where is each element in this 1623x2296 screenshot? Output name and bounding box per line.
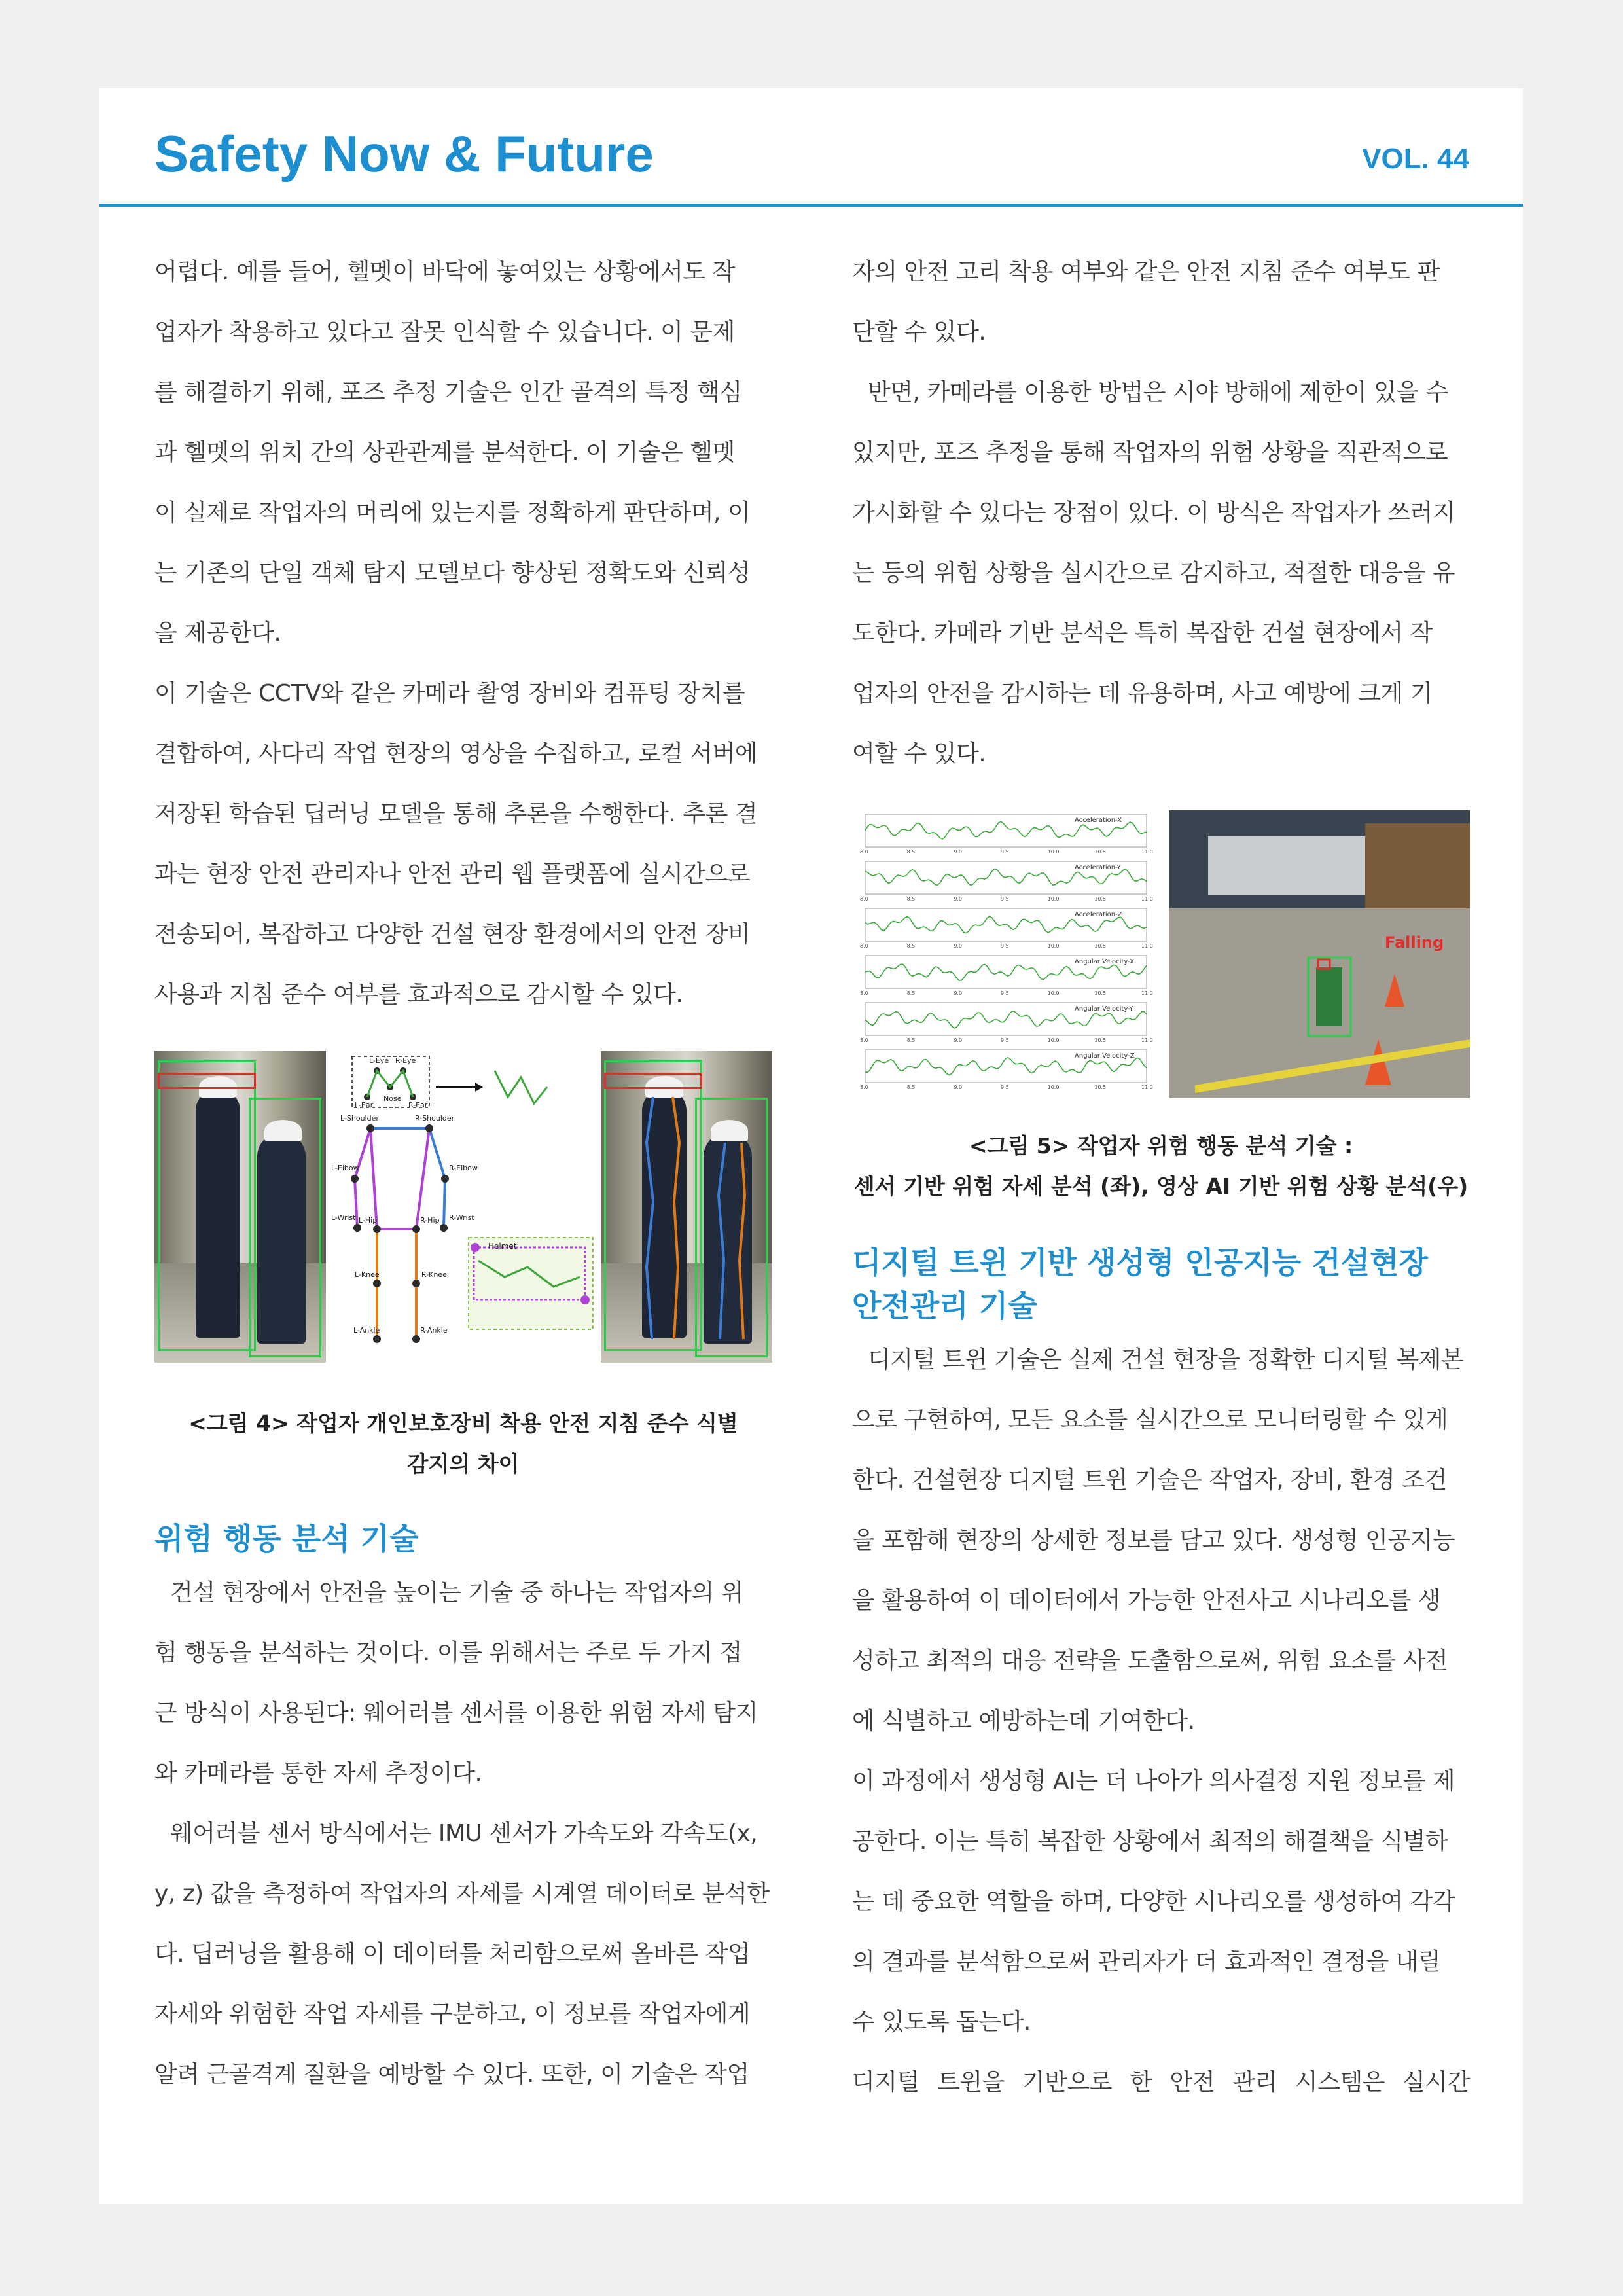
- text-line: 업자의 안전을 감시하는 데 유용하며, 사고 예방에 크게 기: [852, 680, 1433, 707]
- imu-x-tick: 8.5: [906, 849, 916, 855]
- text-line: 결합하여, 사다리 작업 현장의 영상을 수집하고, 로컬 서버에: [154, 740, 758, 767]
- imu-x-tick: 9.0: [954, 943, 963, 949]
- text-line: 을 제공한다.: [154, 620, 281, 647]
- imu-x-tick: 10.5: [1094, 896, 1107, 902]
- imu-x-tick: 8.0: [860, 990, 868, 996]
- text-line: 에 식별하고 예방하는데 기여한다.: [852, 1708, 1195, 1734]
- imu-x-tick: 8.0: [860, 849, 868, 855]
- imu-series-line: [865, 1011, 1147, 1028]
- text-line: 을 활용하여 이 데이터에서 가능한 안전사고 시나리오를 생: [852, 1587, 1441, 1614]
- svg-text:L-Wrist: L-Wrist: [331, 1213, 356, 1222]
- imu-x-tick: 10.5: [1094, 849, 1107, 855]
- figure-4: [154, 1051, 772, 1365]
- magazine-title: Safety Now & Future: [154, 125, 654, 183]
- right-paragraph-2: [852, 363, 1470, 784]
- text-line: 의 결과를 분석함으로써 관리자가 더 효과적인 결정을 내릴: [852, 1948, 1441, 1975]
- imu-x-tick: 9.5: [1001, 1085, 1009, 1090]
- svg-text:L-Elbow: L-Elbow: [331, 1164, 359, 1172]
- imu-x-tick: 9.5: [1001, 943, 1009, 949]
- pose-skeleton-diagram: [331, 1051, 601, 1363]
- text-line: 는 데 중요한 역할을 하며, 다양한 시나리오를 생성하여 각각: [852, 1888, 1455, 1915]
- right-paragraph-3: [852, 1330, 1470, 1751]
- text-line: 자세와 위험한 작업 자세를 구분하고, 이 정보를 작업자에게: [154, 2001, 751, 2028]
- ppe-photo-right: [601, 1051, 772, 1363]
- imu-series-label: Acceleration-Z: [1075, 911, 1122, 918]
- imu-x-tick: 10.0: [1047, 849, 1060, 855]
- left-column: [154, 242, 772, 2105]
- imu-sensor-charts: [852, 810, 1153, 1098]
- imu-x-tick: 8.5: [906, 1085, 916, 1090]
- left-paragraph-4: [154, 1804, 772, 2105]
- right-column: [852, 242, 1470, 2113]
- imu-x-tick: 8.5: [906, 896, 916, 902]
- imu-x-tick: 8.0: [860, 896, 868, 902]
- heading-line: 안전관리 기술: [852, 1288, 1037, 1323]
- text-line: 디지털 트윈 기술은 실제 건설 현장을 정확한 디지털 복제본: [868, 1346, 1464, 1373]
- text-line: 근 방식이 사용된다: 웨어러블 센서를 이용한 위험 자세 탐지: [154, 1700, 758, 1727]
- imu-series-label: Angular Velocity-Y: [1075, 1005, 1133, 1013]
- heading-line: 디지털 트윈 기반 생성형 인공지능 건설현장: [852, 1245, 1428, 1280]
- imu-x-tick: 8.5: [906, 1037, 916, 1043]
- text-line: 으로 구현하여, 모든 요소를 실시간으로 모니터링할 수 있게: [852, 1407, 1448, 1433]
- text-line: 는 등의 위험 상황을 실시간으로 감지하고, 적절한 대응을 유: [852, 560, 1455, 586]
- text-line: 와 카메라를 통한 자세 추정이다.: [154, 1760, 482, 1787]
- text-line: 가시화할 수 있다는 장점이 있다. 이 방식은 작업자가 쓰러지: [852, 499, 1455, 526]
- left-paragraph-3: [154, 1563, 772, 1804]
- imu-series-line: [865, 822, 1147, 839]
- text-line: 수 있도록 돕는다.: [852, 2009, 1031, 2036]
- imu-x-tick: 9.0: [954, 1085, 963, 1090]
- imu-series-line: [865, 964, 1147, 980]
- text-line: 는 기존의 단일 객체 탐지 모델보다 향상된 정확도와 신뢰성: [154, 560, 751, 586]
- text-line: 웨어러블 센서 방식에서는 IMU 센서가 가속도와 각속도(x,: [170, 1820, 758, 1847]
- imu-x-tick: 11.0: [1141, 849, 1153, 855]
- text-line: 디지털 트윈을 기반으로 한 안전 관리 시스템은 실시간: [852, 2069, 1470, 2096]
- left-paragraph-2: [154, 664, 772, 1025]
- text-line: 저장된 학습된 딥러닝 모델을 통해 추론을 수행한다. 추론 결: [154, 800, 758, 827]
- imu-x-tick: 9.5: [1001, 990, 1009, 996]
- imu-x-tick: 11.0: [1141, 896, 1153, 902]
- text-line: 을 포함해 현장의 상세한 정보를 담고 있다. 생성형 인공지능: [852, 1527, 1455, 1554]
- imu-x-tick: 8.5: [906, 990, 916, 996]
- imu-x-tick: 11.0: [1141, 1085, 1153, 1090]
- imu-series-label: Angular Velocity-X: [1075, 958, 1135, 965]
- imu-x-tick: 9.5: [1001, 849, 1009, 855]
- text-line: 도한다. 카메라 기반 분석은 특히 복잡한 건설 현장에서 작: [852, 620, 1433, 647]
- caption-line: <그림 5> 작업자 위험 행동 분석 기술 :: [969, 1133, 1353, 1158]
- text-line: 과 헬멧의 위치 간의 상관관계를 분석한다. 이 기술은 헬멧: [154, 439, 735, 466]
- imu-x-tick: 11.0: [1141, 943, 1153, 949]
- svg-text:L-Ear: L-Ear: [355, 1101, 374, 1109]
- text-line: 과는 현장 안전 관리자나 안전 관리 웹 플랫폼에 실시간으로: [154, 861, 751, 888]
- svg-text:R-Knee: R-Knee: [421, 1270, 447, 1279]
- text-line: 이 기술은 CCTV와 같은 카메라 촬영 장비와 컴퓨팅 장치를: [154, 680, 745, 707]
- imu-x-tick: 10.5: [1094, 1037, 1107, 1043]
- imu-x-tick: 10.5: [1094, 990, 1107, 996]
- imu-x-tick: 8.0: [860, 943, 868, 949]
- imu-x-tick: 11.0: [1141, 1037, 1153, 1043]
- text-line: 어렵다. 예를 들어, 헬멧이 바닥에 놓여있는 상황에서도 작: [154, 259, 735, 285]
- imu-x-tick: 10.0: [1047, 1085, 1060, 1090]
- caption-line: 감지의 차이: [407, 1451, 520, 1477]
- text-line: 여할 수 있다.: [852, 740, 986, 767]
- volume-number: VOL. 44: [1362, 143, 1469, 175]
- caption-line: 센서 기반 위험 자세 분석 (좌), 영상 AI 기반 위험 상황 분석(우): [853, 1174, 1469, 1199]
- imu-x-tick: 11.0: [1141, 990, 1153, 996]
- text-line: 자의 안전 고리 착용 여부와 같은 안전 지침 준수 여부도 판: [852, 259, 1440, 285]
- imu-x-tick: 10.0: [1047, 990, 1060, 996]
- figure-5-caption: [852, 1126, 1470, 1207]
- svg-text:R-Hip: R-Hip: [420, 1216, 440, 1225]
- section-heading-risk-behavior: 위험 행동 분석 기술: [154, 1521, 419, 1556]
- imu-x-tick: 10.5: [1094, 943, 1107, 949]
- imu-series-label: Acceleration-X: [1075, 817, 1122, 824]
- imu-x-tick: 9.0: [954, 896, 963, 902]
- svg-text:R-Elbow: R-Elbow: [449, 1164, 478, 1172]
- imu-series-line: [865, 869, 1147, 885]
- imu-x-tick: 10.0: [1047, 896, 1060, 902]
- svg-text:L-Ankle: L-Ankle: [353, 1326, 380, 1335]
- imu-series-line: [865, 916, 1147, 933]
- svg-text:L-Eye: L-Eye: [369, 1056, 389, 1065]
- svg-text:R-Ear: R-Ear: [408, 1101, 428, 1109]
- text-line: 업자가 착용하고 있다고 잘못 인식할 수 있습니다. 이 문제: [154, 319, 735, 346]
- svg-text:R-Wrist: R-Wrist: [449, 1213, 474, 1222]
- text-line: 반면, 카메라를 이용한 방법은 시야 방해에 제한이 있을 수: [868, 379, 1448, 406]
- svg-text:L-Knee: L-Knee: [355, 1270, 380, 1279]
- text-line: 한다. 건설현장 디지털 트윈 기술은 작업자, 장비, 환경 조건: [852, 1467, 1447, 1494]
- text-line: 를 해결하기 위해, 포즈 추정 기술은 인간 골격의 특정 핵심: [154, 379, 742, 406]
- svg-text:R-Shoulder: R-Shoulder: [415, 1114, 455, 1122]
- header-divider: [99, 204, 1523, 207]
- text-line: y, z) 값을 측정하여 작업자의 자세를 시계열 데이터로 분석한: [154, 1880, 770, 1907]
- imu-x-tick: 10.0: [1047, 943, 1060, 949]
- imu-x-tick: 9.0: [954, 849, 963, 855]
- imu-x-tick: 8.0: [860, 1037, 868, 1043]
- svg-text:L-Hip: L-Hip: [359, 1216, 378, 1225]
- right-paragraph-4: [852, 1751, 1470, 2053]
- svg-text:L-Shoulder: L-Shoulder: [340, 1114, 379, 1122]
- right-paragraph-5: [852, 2053, 1470, 2113]
- left-paragraph-1: [154, 242, 772, 664]
- imu-series-label: Angular Velocity-Z: [1075, 1052, 1135, 1060]
- imu-x-tick: 9.5: [1001, 896, 1009, 902]
- section-heading-digital-twin: [852, 1241, 1470, 1327]
- figure-4-caption: [154, 1403, 772, 1484]
- imu-series-line: [865, 1058, 1147, 1075]
- imu-x-tick: 8.0: [860, 1085, 868, 1090]
- text-line: 사용과 지침 준수 여부를 효과적으로 감시할 수 있다.: [154, 981, 683, 1008]
- text-line: 험 행동을 분석하는 것이다. 이를 위해서는 주로 두 가지 접: [154, 1640, 742, 1666]
- text-line: 전송되어, 복잡하고 다양한 건설 현장 환경에서의 안전 장비: [154, 921, 751, 948]
- text-line: 공한다. 이는 특히 복잡한 상황에서 최적의 해결책을 식별하: [852, 1828, 1448, 1855]
- svg-text:Helmet: Helmet: [488, 1242, 517, 1251]
- imu-series-label: Acceleration-Y: [1075, 864, 1121, 871]
- ppe-photo-left: [154, 1051, 326, 1363]
- imu-x-tick: 9.0: [954, 1037, 963, 1043]
- caption-line: <그림 4> 작업자 개인보호장비 착용 안전 지침 준수 식별: [188, 1410, 738, 1436]
- text-line: 알려 근골격계 질환을 예방할 수 있다. 또한, 이 기술은 작업: [154, 2061, 749, 2088]
- svg-text:Nose: Nose: [383, 1094, 402, 1103]
- construction-site-photo: [1169, 810, 1470, 1098]
- svg-text:R-Ankle: R-Ankle: [420, 1326, 448, 1335]
- text-line: 이 실제로 작업자의 머리에 있는지를 정확하게 판단하며, 이: [154, 499, 751, 526]
- text-line: 이 과정에서 생성형 AI는 더 나아가 의사결정 지원 정보를 제: [852, 1768, 1455, 1795]
- imu-x-tick: 8.5: [906, 943, 916, 949]
- imu-x-tick: 9.5: [1001, 1037, 1009, 1043]
- imu-x-tick: 10.0: [1047, 1037, 1060, 1043]
- text-line: 건설 현장에서 안전을 높이는 기술 중 하나는 작업자의 위: [170, 1579, 743, 1606]
- imu-x-tick: 9.0: [954, 990, 963, 996]
- text-line: 단할 수 있다.: [852, 319, 986, 346]
- figure-5: [852, 810, 1470, 1098]
- svg-text:Falling: Falling: [1385, 933, 1444, 952]
- right-paragraph-1: [852, 242, 1470, 363]
- imu-x-tick: 10.5: [1094, 1085, 1107, 1090]
- text-line: 있지만, 포즈 추정을 통해 작업자의 위험 상황을 직관적으로: [852, 439, 1448, 466]
- text-line: 다. 딥러닝을 활용해 이 데이터를 처리함으로써 올바른 작업: [154, 1941, 751, 1967]
- text-line: 성하고 최적의 대응 전략을 도출함으로써, 위험 요소를 사전: [852, 1647, 1448, 1674]
- svg-text:R-Eye: R-Eye: [395, 1056, 416, 1065]
